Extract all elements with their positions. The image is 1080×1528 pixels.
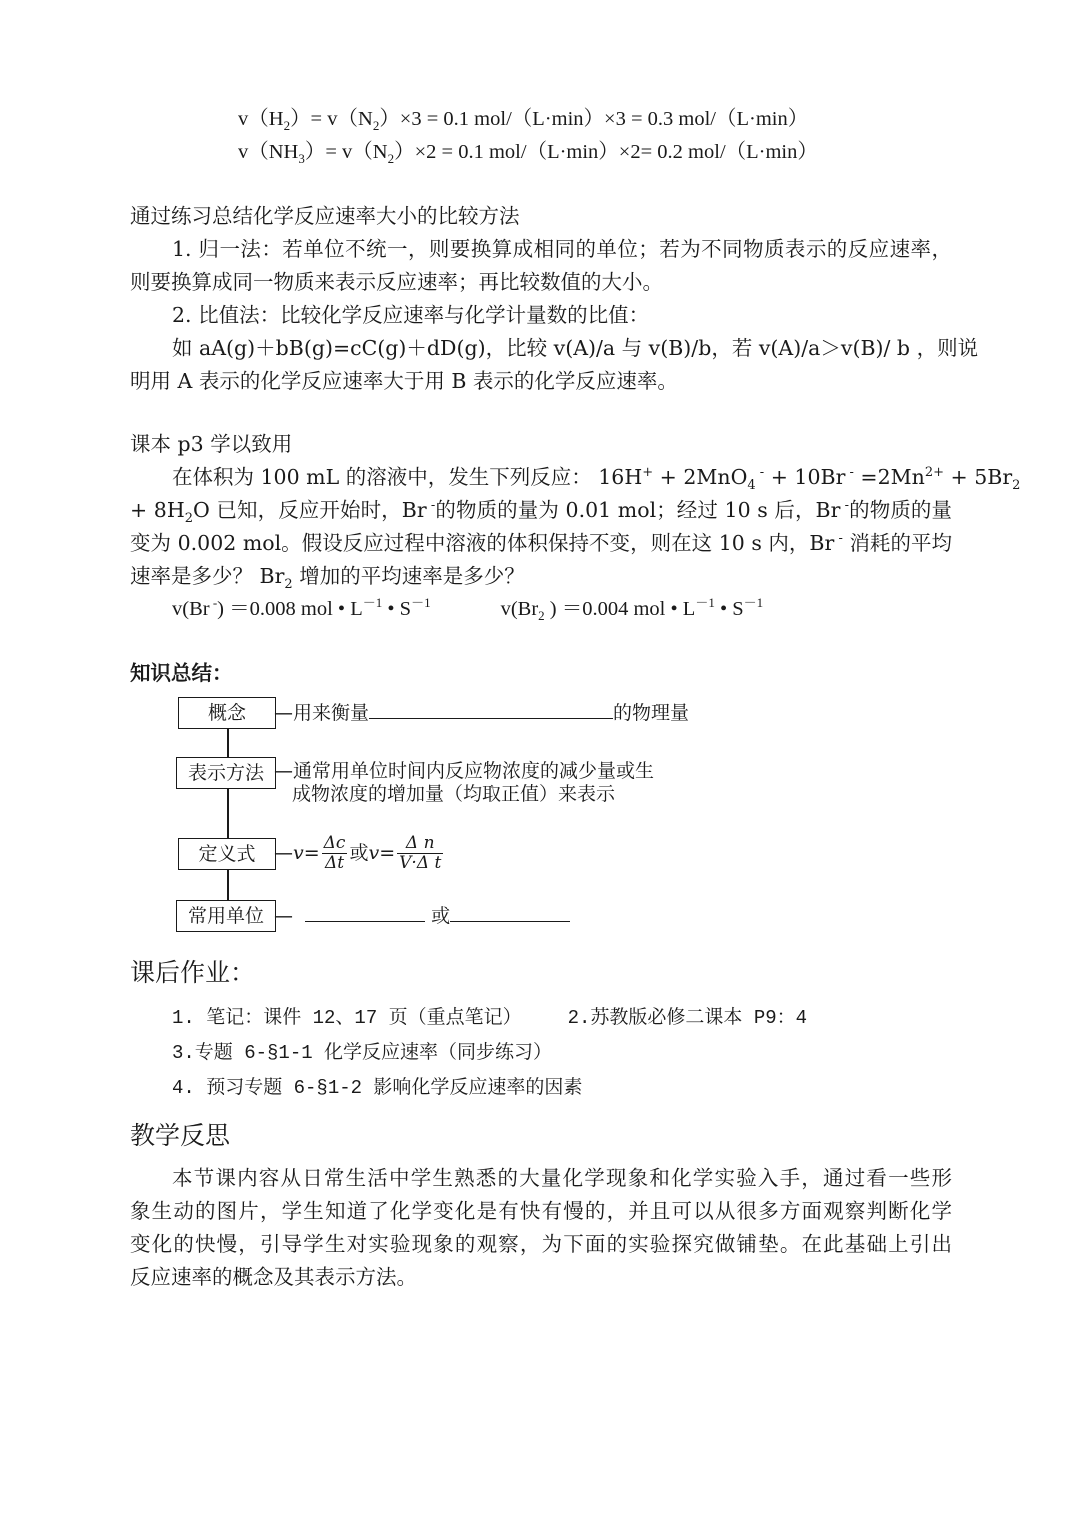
reflection-line-3: 变化的快慢，引导学生对实验现象的观察，为下面的实验探究做铺垫。在此基础上引出 xyxy=(130,1232,952,1256)
compare-method-1-line-2: 则要换算成同一物质来表示反应速率；再比较数值的大小。 xyxy=(130,270,663,294)
fraction-dn-vdt: $\frac{\text{Δ n}}{\text{V·Δ t}}$ xyxy=(399,833,442,873)
textbook-answers xyxy=(172,593,952,626)
formula-nh3-rate: $v(NH_3)= v(N_2)\times 2 = 0.1$ mol/（L·min）×2= 0.2 mol/（L·min） xyxy=(238,141,818,167)
textbook-problem-line-1: 在体积为 100 mL 的溶液中，发生下列反应： 16H+ + 2MnO$_4$ - + 10Br $^- =2Mn^{2+} + 5Br_2$ xyxy=(172,465,1021,494)
summary-definition-formula: —v= $\frac{\Delta c}{\Delta t}$ 或v= $\frac{\text{Δ n}}{\text{V·Δ t}}$ xyxy=(274,833,442,873)
fraction-dc-dt: $\frac{\Delta c}{\Delta t}$ xyxy=(323,833,346,873)
summary-box-unit: 常用单位 xyxy=(176,900,276,932)
homework-item-1: 1. 笔记：课件 12、17 页（重点笔记） xyxy=(172,1007,522,1029)
homework-title: 课后作业： xyxy=(130,958,256,987)
summary-heading: 知识总结： xyxy=(130,662,233,685)
compare-example-line-2: 明用 A 表示的化学反应速率大于用 B 表示的化学反应速率。 xyxy=(130,369,678,393)
reflection-line-4: 反应速率的概念及其表示方法。 xyxy=(130,1265,417,1289)
compare-example-line-1: 如 aA(g)＋bB(g)=cC(g)＋dD(g)，比较 v(A)/a 与 v(B)/b，若 v(A)/a＞v(B)/ b ，则说 xyxy=(172,336,979,360)
summary-expression-text-2: 成物浓度的增加量（均取正值）来表示 xyxy=(292,783,616,805)
summary-expression-text-1: —通常用单位时间内反应物浓度的减少量或生 xyxy=(274,760,655,782)
reflection-line-1: 本节课内容从日常生活中学生熟悉的大量化学现象和化学实验入手，通过看一些形 xyxy=(172,1166,952,1190)
summary-box-definition: 定义式 xyxy=(178,838,276,870)
blank-concept xyxy=(369,700,613,719)
textbook-problem-line-3: 变为 0.002 mol。假设反应过程中溶液的体积保持不变，则在这 10 s 内，Br - 消耗的平均 xyxy=(130,531,952,555)
summary-unit-text: — 或 xyxy=(274,903,570,928)
summary-box-concept: 概念 xyxy=(178,697,276,729)
compare-method-2: 2. 比值法：比较化学反应速率与化学计量数的比值： xyxy=(172,303,650,327)
reflection-line-2: 象生动的图片，学生知道了化学变化是有快有慢的，并且可以从很多方面观察判断化学 xyxy=(130,1199,952,1223)
formula-h2-rate: $v(H_2)= v(N_2)\times 3 = 0.1$ mol/（L·min）×3 = 0.3 mol/（L·min） xyxy=(238,108,809,134)
compare-method-1-line-1: 1. 归一法：若单位不统一，则要换算成相同的单位；若为不同物质表示的反应速率， xyxy=(172,237,952,261)
summary-connector-line xyxy=(227,728,229,902)
answer-br2-rate: $v(Br_2$ ) ＝0.004 mol • $L^{-1}$ • $S^{-1}$ xyxy=(500,595,764,624)
textbook-problem-line-2: + $8H_2O$ 已知，反应开始时，Br -的物质的量为 0.01 mol；经过 10 s 后，Br -的物质的量 xyxy=(130,498,953,527)
homework-items-row-1 xyxy=(172,1002,952,1035)
blank-unit-2 xyxy=(450,903,570,922)
homework-item-4: 4. 预习专题 6-§1-2 影响化学反应速率的因素 xyxy=(172,1077,583,1099)
summary-concept-text: —用来衡量 的物理量 xyxy=(274,702,690,724)
textbook-problem-line-4: 速率是多少？ $Br_2$ 增加的平均速率是多少？ xyxy=(130,564,525,593)
textbook-heading: 课本 p3 学以致用 xyxy=(130,432,293,456)
reflection-title: 教学反思 xyxy=(130,1121,231,1150)
summary-box-expression: 表示方法 xyxy=(176,757,276,789)
blank-unit-1 xyxy=(305,903,425,922)
compare-heading: 通过练习总结化学反应速率大小的比较方法 xyxy=(130,204,520,228)
homework-item-3: 3.专题 6-§1-1 化学反应速率（同步练习） xyxy=(172,1042,553,1064)
homework-item-2: 2.苏教版必修二课本 P9：4 xyxy=(567,1007,808,1029)
answer-br-rate: v(Br -) ＝0.008 mol • $L^{-1}$ • $S^{-1}$ xyxy=(172,595,431,620)
